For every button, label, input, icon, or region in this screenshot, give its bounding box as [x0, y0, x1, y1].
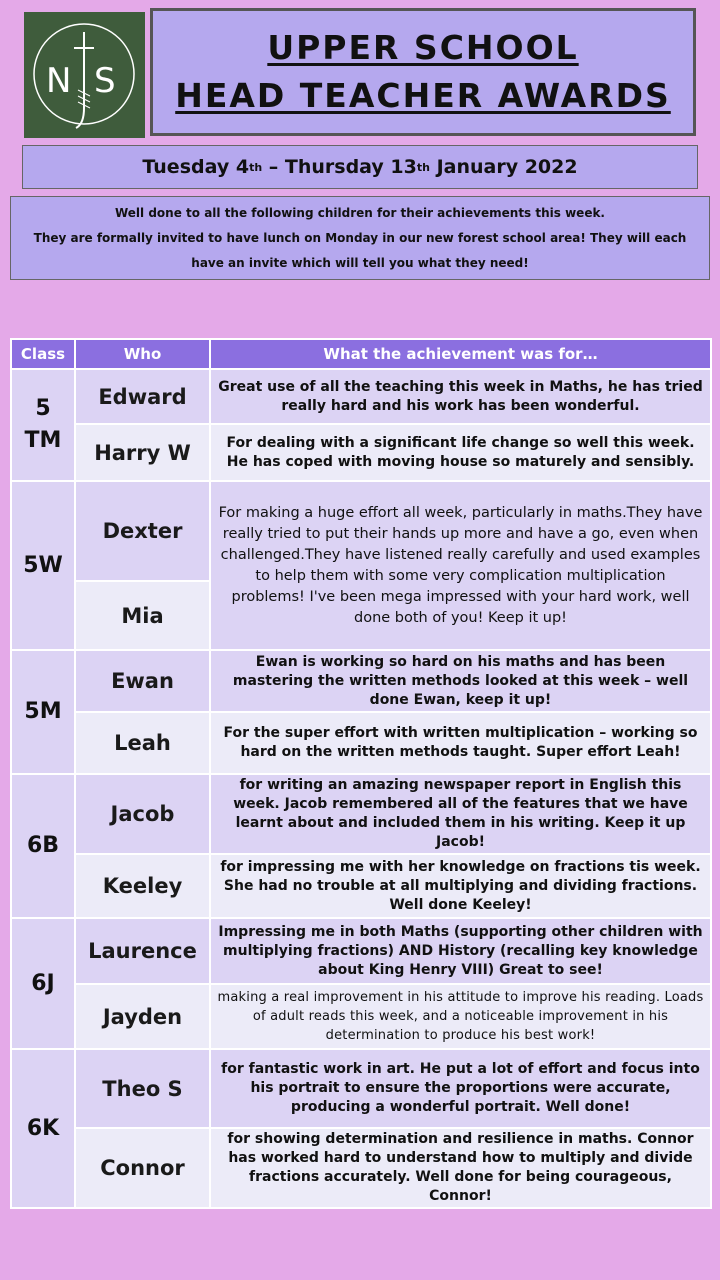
- achievement-cell: for fantastic work in art. He put a lot of effort and focus into his portrait to ensure the proportions were accurate, producing a wonderful portrait. Well done!: [210, 1049, 711, 1128]
- achievement-cell: for showing determination and resilience in maths. Connor has worked hard to understand how to multiply and divide fractions accurately. Well done for being courageous, Connor!: [210, 1128, 711, 1208]
- who-cell: Ewan: [75, 650, 210, 712]
- school-logo: [24, 12, 145, 138]
- table-row: [11, 650, 711, 712]
- date-part3: January 2022: [429, 156, 578, 178]
- date-part2: – Thursday 13: [262, 156, 417, 178]
- header-who: Who: [75, 339, 210, 369]
- class-cell: 5 TM: [11, 369, 75, 481]
- class-cell: 6B: [11, 774, 75, 918]
- achievement-cell: Impressing me in both Maths (supporting other children with multiplying fractions) AND History (recalling key knowledge about King Henry VIII) Great to see!: [210, 918, 711, 984]
- table-row: [11, 369, 711, 424]
- table-row: [11, 1128, 711, 1208]
- logo-letter-n: N: [46, 61, 72, 101]
- school-crest-icon: [24, 12, 145, 138]
- who-cell: Jacob: [75, 774, 210, 854]
- title-banner: [150, 8, 696, 136]
- date-part1: Tuesday 4: [142, 156, 250, 178]
- achievement-cell: Ewan is working so hard on his maths and has been mastering the written methods looked at this week – well done Ewan, keep it up!: [210, 650, 711, 712]
- intro-line2: They are formally invited to have lunch on Monday in our new forest school area! They will each: [33, 230, 687, 245]
- table-header-row: [11, 339, 711, 369]
- header-achievement: What the achievement was for…: [210, 339, 711, 369]
- achievement-cell: Great use of all the teaching this week in Maths, he has tried really hard and his work has been wonderful.: [210, 369, 711, 424]
- table-row: [11, 712, 711, 774]
- who-cell: Harry W: [75, 424, 210, 481]
- who-cell: Keeley: [75, 854, 210, 918]
- achievement-cell: making a real improvement in his attitude to improve his reading. Loads of adult reads this week, and a noticeable improvement in his determination to produce his best work!: [210, 984, 711, 1049]
- intro-line1: Well done to all the following children for their achievements this week.: [114, 205, 605, 220]
- who-cell: Mia: [75, 581, 210, 650]
- achievement-cell: for impressing me with her knowledge on fractions tis week. She had no trouble at all multiplying and dividing fractions. Well done Keeley!: [210, 854, 711, 918]
- who-cell: Laurence: [75, 918, 210, 984]
- awards-table: [10, 338, 712, 1209]
- class-cell: 6J: [11, 918, 75, 1049]
- who-cell: Jayden: [75, 984, 210, 1049]
- table-row: [11, 1049, 711, 1128]
- date-sup1: th: [249, 160, 263, 174]
- who-cell: Dexter: [75, 481, 210, 581]
- achievement-cell: For making a huge effort all week, particularly in maths.They have really tried to put their hands up more and have a go, even when challenged.They have listened really carefully and used examples to help them with some very complication multiplication problems! I've been mega impressed with your hard work, well done both of you! Keep it up!: [210, 481, 711, 650]
- date-sup2: th: [416, 160, 430, 174]
- page-title-line2: HEAD TEACHER AWARDS: [175, 76, 671, 115]
- class-cell: 5W: [11, 481, 75, 650]
- class-cell: 5M: [11, 650, 75, 774]
- class-cell: 6K: [11, 1049, 75, 1208]
- who-cell: Leah: [75, 712, 210, 774]
- table-row: [11, 481, 711, 581]
- table-row: [11, 424, 711, 481]
- page-title-line1: UPPER SCHOOL: [267, 28, 579, 67]
- intro-message: [10, 196, 710, 280]
- intro-line3: have an invite which will tell you what they need!: [191, 255, 529, 270]
- logo-letter-s: S: [94, 61, 116, 101]
- who-cell: Theo S: [75, 1049, 210, 1128]
- table-row: [11, 854, 711, 918]
- header-class: Class: [11, 339, 75, 369]
- who-cell: Connor: [75, 1128, 210, 1208]
- table-row: [11, 918, 711, 984]
- date-range: [22, 145, 698, 189]
- achievement-cell: For the super effort with written multiplication – working so hard on the written methods taught. Super effort Leah!: [210, 712, 711, 774]
- table-row: [11, 984, 711, 1049]
- achievement-cell: for writing an amazing newspaper report in English this week. Jacob remembered all of the features that we have learnt about and included them in his writing. Keep it up Jacob!: [210, 774, 711, 854]
- achievement-cell: For dealing with a significant life change so well this week. He has coped with moving house so maturely and sensibly.: [210, 424, 711, 481]
- who-cell: Edward: [75, 369, 210, 424]
- table-row: [11, 774, 711, 854]
